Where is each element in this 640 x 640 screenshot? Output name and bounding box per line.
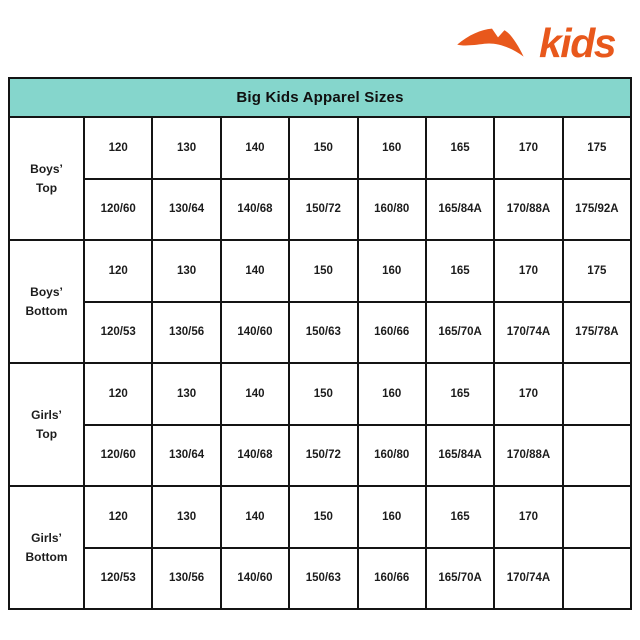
spec-cell: 150/63 xyxy=(289,548,357,610)
spec-cell-empty xyxy=(563,425,631,487)
anta-swoosh-path xyxy=(457,29,523,57)
size-cell: 160 xyxy=(358,486,426,548)
table-row xyxy=(9,425,631,487)
group-label-line1: Girls’ xyxy=(31,530,62,545)
spec-cell: 120/53 xyxy=(84,548,152,610)
size-cell: 160 xyxy=(358,240,426,302)
spec-cell: 160/66 xyxy=(358,548,426,610)
group-label-boys-top xyxy=(9,117,84,240)
spec-cell: 160/66 xyxy=(358,302,426,364)
group-label-girls-bottom xyxy=(9,486,84,609)
size-cell: 150 xyxy=(289,117,357,179)
size-cell: 130 xyxy=(152,117,220,179)
group-label-line2: Bottom xyxy=(25,303,68,318)
anta-swoosh-icon xyxy=(452,25,528,61)
size-cell-empty xyxy=(563,486,631,548)
spec-cell: 120/60 xyxy=(84,179,152,241)
size-cell: 165 xyxy=(426,363,494,425)
group-label-boys-bottom xyxy=(9,240,84,363)
size-cell: 170 xyxy=(494,486,562,548)
size-cell: 175 xyxy=(563,240,631,302)
table-row xyxy=(9,486,631,548)
size-cell: 165 xyxy=(426,486,494,548)
size-cell: 160 xyxy=(358,363,426,425)
spec-cell: 120/60 xyxy=(84,425,152,487)
spec-cell: 165/84A xyxy=(426,179,494,241)
group-label-line1: Boys’ xyxy=(30,161,63,176)
size-cell: 130 xyxy=(152,486,220,548)
spec-cell: 160/80 xyxy=(358,179,426,241)
spec-cell: 130/64 xyxy=(152,179,220,241)
brand-logo xyxy=(452,16,634,68)
table-row xyxy=(9,117,631,179)
size-cell: 140 xyxy=(221,117,289,179)
spec-cell: 165/84A xyxy=(426,425,494,487)
spec-cell: 130/64 xyxy=(152,425,220,487)
table-row xyxy=(9,363,631,425)
size-cell: 140 xyxy=(221,486,289,548)
spec-cell: 170/74A xyxy=(494,302,562,364)
table-row xyxy=(9,179,631,241)
size-cell: 120 xyxy=(84,117,152,179)
size-cell: 170 xyxy=(494,117,562,179)
group-label-line2: Bottom xyxy=(25,549,68,564)
brand-wordmark: kids xyxy=(539,19,616,66)
spec-cell: 150/72 xyxy=(289,425,357,487)
size-cell: 120 xyxy=(84,363,152,425)
table-row xyxy=(9,240,631,302)
table-title: Big Kids Apparel Sizes xyxy=(9,78,631,117)
spec-cell: 165/70A xyxy=(426,302,494,364)
spec-cell: 175/78A xyxy=(563,302,631,364)
size-cell: 170 xyxy=(494,240,562,302)
size-cell: 150 xyxy=(289,240,357,302)
spec-cell: 175/92A xyxy=(563,179,631,241)
size-cell: 175 xyxy=(563,117,631,179)
table-row xyxy=(9,548,631,610)
size-cell: 120 xyxy=(84,486,152,548)
spec-cell: 120/53 xyxy=(84,302,152,364)
size-cell: 140 xyxy=(221,240,289,302)
spec-cell: 160/80 xyxy=(358,425,426,487)
spec-cell: 150/72 xyxy=(289,179,357,241)
size-chart-table xyxy=(8,77,632,610)
spec-cell: 130/56 xyxy=(152,302,220,364)
spec-cell: 170/88A xyxy=(494,179,562,241)
size-cell: 165 xyxy=(426,117,494,179)
group-label-line1: Boys’ xyxy=(30,284,63,299)
size-cell: 150 xyxy=(289,363,357,425)
spec-cell: 165/70A xyxy=(426,548,494,610)
group-label-line2: Top xyxy=(35,426,58,441)
table-header-row xyxy=(9,78,631,117)
size-cell-empty xyxy=(563,363,631,425)
group-label-line2: Top xyxy=(35,180,58,195)
group-label-girls-top xyxy=(9,363,84,486)
group-label-line1: Girls’ xyxy=(31,407,62,422)
spec-cell: 140/68 xyxy=(221,425,289,487)
spec-cell: 140/60 xyxy=(221,302,289,364)
spec-cell: 130/56 xyxy=(152,548,220,610)
spec-cell: 140/68 xyxy=(221,179,289,241)
size-cell: 130 xyxy=(152,240,220,302)
size-cell: 120 xyxy=(84,240,152,302)
spec-cell: 170/88A xyxy=(494,425,562,487)
size-cell: 170 xyxy=(494,363,562,425)
size-cell: 140 xyxy=(221,363,289,425)
size-cell: 150 xyxy=(289,486,357,548)
spec-cell-empty xyxy=(563,548,631,610)
table-row xyxy=(9,302,631,364)
size-cell: 130 xyxy=(152,363,220,425)
spec-cell: 140/60 xyxy=(221,548,289,610)
spec-cell: 170/74A xyxy=(494,548,562,610)
size-cell: 165 xyxy=(426,240,494,302)
size-cell: 160 xyxy=(358,117,426,179)
spec-cell: 150/63 xyxy=(289,302,357,364)
